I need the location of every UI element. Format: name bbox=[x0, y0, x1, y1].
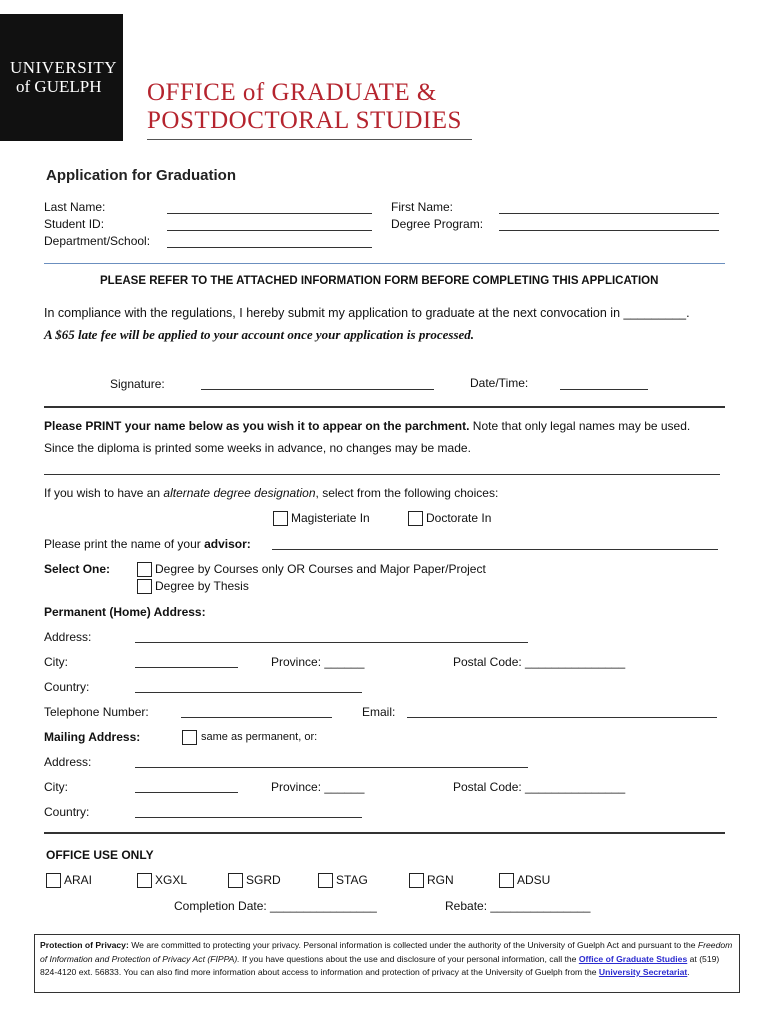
print-name-note: Note that only legal names may be used. bbox=[469, 419, 691, 433]
courses-checkbox[interactable] bbox=[137, 562, 152, 577]
completion-date-field[interactable]: Completion Date: ________________ bbox=[174, 899, 377, 913]
perm-address-label: Address: bbox=[44, 630, 92, 644]
thesis-checkbox[interactable] bbox=[137, 579, 152, 594]
stag-label: STAG bbox=[336, 873, 368, 887]
perm-city-field[interactable] bbox=[135, 667, 238, 668]
office-of-graduate-studies-link[interactable]: Office of Graduate Studies bbox=[578, 953, 688, 964]
magisteriate-checkbox[interactable] bbox=[273, 511, 288, 526]
signature-field[interactable] bbox=[201, 389, 434, 390]
alt-degree-suffix: , select from the following choices: bbox=[315, 486, 499, 500]
logo-line-2: of GUELPH bbox=[16, 77, 102, 96]
office-use-heading: OFFICE USE ONLY bbox=[46, 848, 154, 862]
advisor-bold: advisor: bbox=[204, 537, 251, 551]
arai-label: ARAI bbox=[64, 873, 93, 887]
print-name-instructions bbox=[44, 419, 690, 433]
perm-address-field[interactable] bbox=[135, 642, 528, 643]
adsu-label: ADSU bbox=[517, 873, 551, 887]
compliance-text: In compliance with the regulations, I hereby submit my application to graduate at the next convocation in _________. bbox=[44, 306, 690, 320]
magisteriate-label: Magisteriate In bbox=[291, 511, 370, 525]
header-divider bbox=[147, 139, 472, 140]
first-name-label: First Name: bbox=[391, 200, 454, 214]
perm-country-field[interactable] bbox=[135, 692, 362, 693]
telephone-label: Telephone Number: bbox=[44, 705, 149, 719]
date-time-label: Date/Time: bbox=[470, 376, 529, 390]
alt-degree-italic: alternate degree designation bbox=[163, 486, 316, 500]
university-secretariat-link[interactable]: University Secretariat bbox=[598, 967, 688, 977]
degree-program-label: Degree Program: bbox=[391, 217, 484, 231]
rgn-label: RGN bbox=[427, 873, 454, 887]
privacy-text-1: We are committed to protecting your privacy. Personal information is collected under the authority of the University of Guelph Act and pursuant to the bbox=[128, 940, 698, 950]
parchment-name-field[interactable] bbox=[44, 474, 720, 475]
student-id-label: Student ID: bbox=[44, 217, 105, 231]
form-title: Application for Graduation bbox=[46, 167, 236, 184]
perm-country-label: Country: bbox=[44, 680, 90, 694]
mail-city-field[interactable] bbox=[135, 792, 238, 793]
privacy-fippa: Freedom of Information and Protection of Privacy Act (FIPPA). bbox=[40, 940, 733, 964]
permanent-address-heading: Permanent (Home) Address: bbox=[44, 605, 206, 619]
select-one-label: Select One: bbox=[44, 562, 111, 576]
last-name-label: Last Name: bbox=[44, 200, 106, 214]
print-name-bold: Please PRINT your name below as you wish it to appear on the parchment. bbox=[44, 419, 470, 433]
divider-line bbox=[44, 406, 725, 408]
privacy-notice bbox=[34, 934, 740, 993]
perm-province-field[interactable]: Province: ______ bbox=[271, 655, 365, 669]
department-label: Department/School: bbox=[44, 234, 151, 248]
privacy-text-3: at (519) 824-4120 ext. 56833. You can also find more information about access to information and protection of privacy at the University of Guelph from the bbox=[40, 953, 720, 977]
department-field[interactable] bbox=[167, 247, 372, 248]
mail-address-label: Address: bbox=[44, 755, 92, 769]
same-as-permanent-checkbox[interactable] bbox=[182, 730, 197, 745]
student-id-field[interactable] bbox=[167, 230, 372, 231]
signature-label: Signature: bbox=[110, 377, 165, 391]
last-name-field[interactable] bbox=[167, 213, 372, 214]
sgrd-label: SGRD bbox=[246, 873, 281, 887]
privacy-text-2: If you have questions about the use and disclosure of your personal information, call the bbox=[239, 953, 579, 964]
alt-degree-text bbox=[44, 486, 498, 500]
doctorate-checkbox[interactable] bbox=[408, 511, 423, 526]
advisor-prefix: Please print the name of your bbox=[44, 537, 205, 551]
logo-line-1: UNIVERSITY bbox=[10, 58, 117, 77]
section-divider bbox=[44, 263, 725, 264]
sgrd-checkbox[interactable] bbox=[228, 873, 243, 888]
xgxl-label: XGXL bbox=[155, 873, 188, 887]
office-divider bbox=[44, 832, 725, 834]
mail-postal-field[interactable]: Postal Code: _______________ bbox=[453, 780, 626, 794]
mail-city-label: City: bbox=[44, 780, 68, 794]
doctorate-label: Doctorate In bbox=[426, 511, 492, 525]
rgn-checkbox[interactable] bbox=[409, 873, 424, 888]
email-field[interactable] bbox=[407, 717, 717, 718]
degree-program-field[interactable] bbox=[499, 230, 719, 231]
first-name-field[interactable] bbox=[499, 213, 719, 214]
diploma-note: Since the diploma is printed some weeks in advance, no changes may be made. bbox=[44, 441, 471, 455]
email-label: Email: bbox=[362, 705, 396, 719]
stag-checkbox[interactable] bbox=[318, 873, 333, 888]
mail-country-field[interactable] bbox=[135, 817, 362, 818]
xgxl-checkbox[interactable] bbox=[137, 873, 152, 888]
date-time-field[interactable] bbox=[560, 389, 648, 390]
perm-city-label: City: bbox=[44, 655, 68, 669]
arai-checkbox[interactable] bbox=[46, 873, 61, 888]
mail-address-field[interactable] bbox=[135, 767, 528, 768]
notice-text: PLEASE REFER TO THE ATTACHED INFORMATION FORM BEFORE COMPLETING THIS APPLICATION bbox=[100, 275, 659, 287]
adsu-checkbox[interactable] bbox=[499, 873, 514, 888]
office-title-line-1: OFFICE of GRADUATE & bbox=[147, 79, 437, 106]
advisor-field[interactable] bbox=[272, 549, 718, 550]
late-fee-text: A $65 late fee will be applied to your account once your application is processed. bbox=[44, 327, 475, 342]
office-title-line-2: POSTDOCTORAL STUDIES bbox=[147, 107, 462, 134]
advisor-label bbox=[44, 537, 251, 551]
mail-country-label: Country: bbox=[44, 805, 90, 819]
mail-province-field[interactable]: Province: ______ bbox=[271, 780, 365, 794]
courses-option-label: Degree by Courses only OR Courses and Major Paper/Project bbox=[155, 562, 486, 576]
thesis-option-label: Degree by Thesis bbox=[155, 579, 249, 593]
university-logo bbox=[0, 14, 123, 141]
privacy-heading: Protection of Privacy: bbox=[40, 940, 129, 950]
privacy-text-4: . bbox=[687, 967, 690, 977]
same-as-permanent-label: same as permanent, or: bbox=[201, 731, 318, 743]
telephone-field[interactable] bbox=[181, 717, 332, 718]
mailing-address-heading: Mailing Address: bbox=[44, 730, 141, 744]
perm-postal-field[interactable]: Postal Code: _______________ bbox=[453, 655, 626, 669]
rebate-field[interactable]: Rebate: _______________ bbox=[445, 899, 591, 913]
alt-degree-prefix: If you wish to have an bbox=[44, 486, 164, 500]
